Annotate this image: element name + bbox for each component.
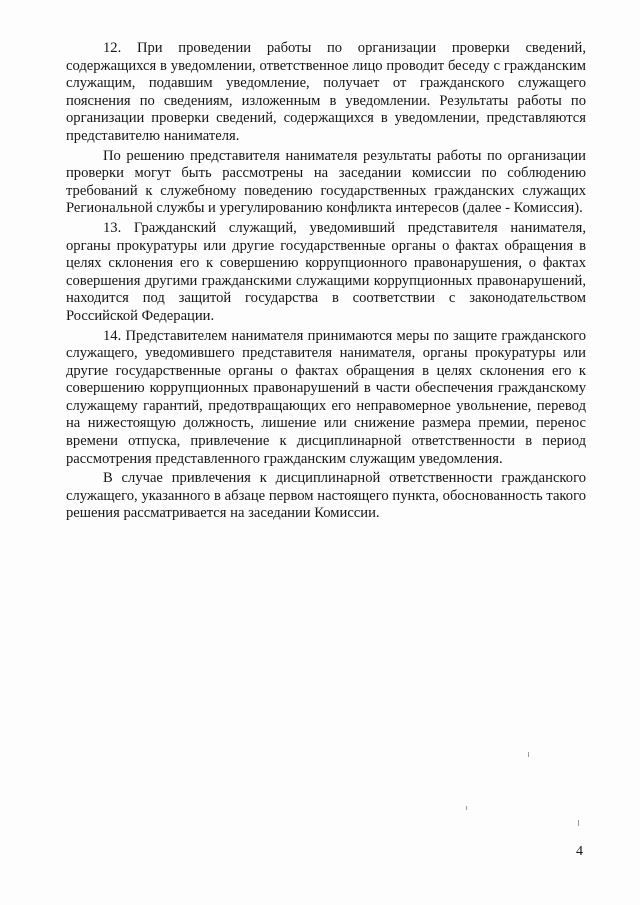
paragraph-14-disciplinary: В случае привлечения к дисциплинарной ответственности гражданского служащего, указанного в абзаце первом настоящего пункта, обоснованность такого решения рассматривается на заседании Комиссии. bbox=[66, 470, 586, 522]
paragraph-12: 12. При проведении работы по организации проверки сведений, содержащихся в уведомлении, ответственное лицо проводит беседу с гражданским служащим, подавшим уведомление, получает от гражданского служащего пояснения по сведениям, изложенным в уведомлении. Результаты работы по организации проверки сведений, содержащихся в уведомлении, представляются представителю нанимателя. bbox=[66, 40, 586, 144]
scan-speck bbox=[528, 752, 529, 757]
scan-speck bbox=[578, 820, 579, 826]
document-body bbox=[66, 40, 586, 525]
paragraph-12-decision: По решению представителя нанимателя результаты работы по организации проверки могут быть рассмотрены на заседании комиссии по соблюдению требований к служебному поведению государственных гражданских служащих Региональной службы и урегулированию конфликта интересов (далее - Комиссия). bbox=[66, 147, 586, 217]
paragraph-13: 13. Гражданский служащий, уведомивший представителя нанимателя, органы прокуратуры или другие государственные органы о фактах обращения в целях склонения его к совершению коррупционного правонарушения, о фактах совершения другими гражданскими служащими коррупционных правонарушений, находится под защитой государства в соответствии с законодательством Российской Федерации. bbox=[66, 219, 586, 324]
scan-speck bbox=[466, 806, 467, 810]
page-number: 4 bbox=[576, 844, 583, 859]
paragraph-14: 14. Представителем нанимателя принимаются меры по защите гражданского служащего, уведомившего представителя нанимателя, органы прокуратуры или другие государственные органы о фактах обращения в целях склонения его к совершению коррупционных правонарушений в части обеспечения гражданскому служащему гарантий, предотвращающих его неправомерное увольнение, перевод на нижестоящую должность, лишение или снижение размера премии, перенос времени отпуска, привлечение к дисциплинарной ответственности в период рассмотрения представленного гражданским служащим уведомления. bbox=[66, 327, 586, 467]
